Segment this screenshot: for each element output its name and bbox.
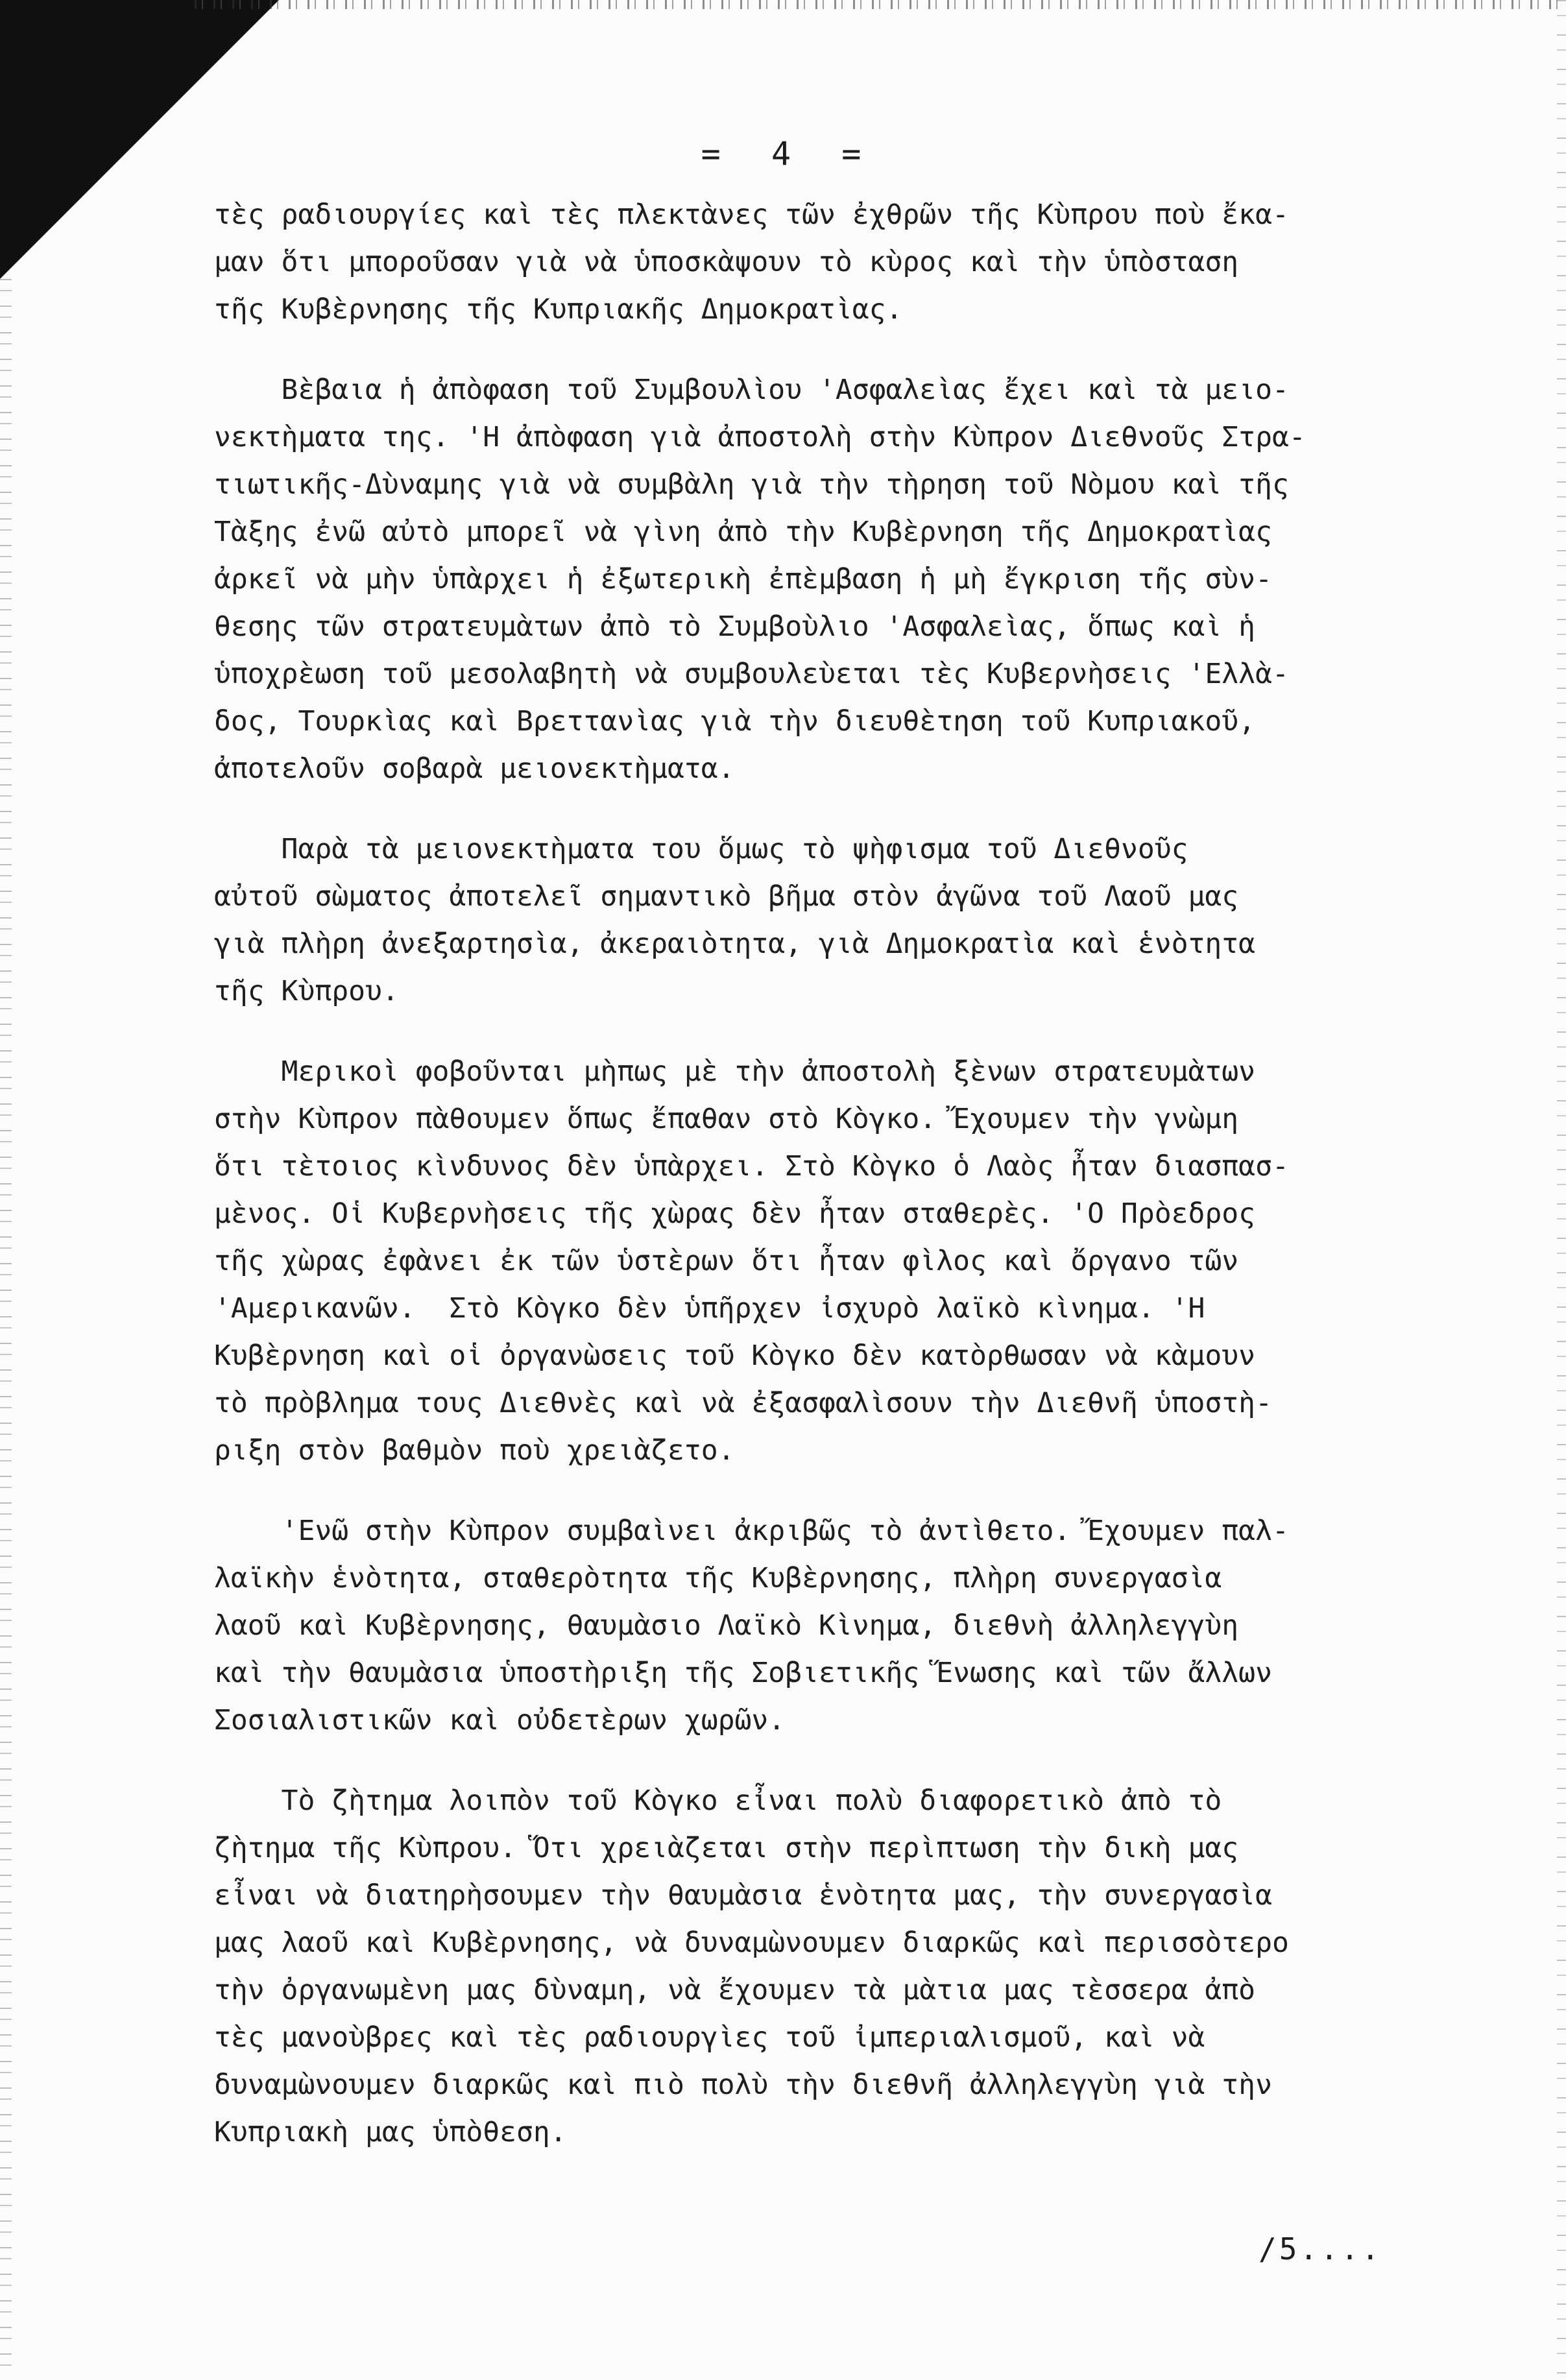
text-line: λαοῦ καὶ Κυβὲρνησης, θαυμὰσιο Λαϊκὸ Κὶνημα, διεθνὴ ἀλληλεγγὺη [214,1609,1239,1642]
text-line: Τὰξης ἐνῶ αὐτὸ μπορεῖ νὰ γὶνη ἀπὸ τὴν Κυβὲρνηση τῆς Δημοκρατὶας [214,516,1272,548]
text-line: αὐτοῦ σὼματος ἀποτελεῖ σημαντικὸ βῆμα στὸν ἀγῶνα τοῦ Λαοῦ μας [214,880,1239,913]
page-number: = 4 = [701,135,865,173]
text-line: τῆς χὼρας ἐφὰνει ἐκ τῶν ὑστὲρων ὅτι ἦταν φὶλος καὶ ὄργανο τῶν [214,1245,1239,1277]
body-text [214,191,1499,2189]
text-line: Τὸ ζὴτημα λοιπὸν τοῦ Κὸγκο εἶναι πολὺ διαφορετικὸ ἀπὸ τὸ [214,1785,1222,1817]
text-line: νεκτὴματα της. 'Η ἀπὸφαση γιὰ ἀποστολὴ στὴν Κὺπρον Διεθνοῦς Στρα- [214,421,1306,453]
text-line: τῆς Κὺπρου. [214,975,399,1007]
text-line: ὅτι τὲτοιος κὶνδυνος δὲν ὑπὰρχει. Στὸ Κὸγκο ὁ Λαὸς ἦταν διασπασ- [214,1150,1289,1183]
paragraph-4 [214,1048,1499,1474]
text-line: ὑποχρὲωση τοῦ μεσολαβητὴ νὰ συμβουλεὺεται τὲς Κυβερνὴσεις 'Ελλὰ- [214,658,1289,690]
text-line: τὴν ὀργανωμὲνη μας δὺναμη, νὰ ἔχουμεν τὰ μὰτια μας τὲσσερα ἀπὸ [214,1974,1256,2006]
paragraph-2 [214,367,1499,793]
text-line: Μερικοὶ φοβοῦνται μὴπως μὲ τὴν ἀποστολὴ ξὲνων στρατευμὰτων [214,1055,1256,1088]
paragraph-1 [214,191,1499,333]
text-line: γιὰ πλὴρη ἀνεξαρτησὶα, ἀκεραιὸτητα, γιὰ Δημοκρατὶα καὶ ἑνὸτητα [214,928,1256,960]
copy-edge-left [0,279,12,2380]
text-line: Παρὰ τὰ μειονεκτὴματα του ὅμως τὸ ψὴφισμα τοῦ Διεθνοῦς [214,833,1188,865]
text-line: ἀποτελοῦν σοβαρὰ μειονεκτὴματα. [214,752,735,785]
text-line: τιωτικῆς-Δὺναμης γιὰ νὰ συμβὰλη γιὰ τὴν τὴρηση τοῦ Νὸμου καὶ τῆς [214,468,1289,501]
text-line: Βὲβαια ἡ ἀπὸφαση τοῦ Συμβουλὶου 'Ασφαλεὶας ἔχει καὶ τὰ μειο- [214,374,1289,406]
paragraph-3 [214,826,1499,1015]
copy-edge-right [1557,0,1566,2380]
text-line: λαϊκὴν ἑνὸτητα, σταθερὸτητα τῆς Κυβὲρνησης, πλὴρη συνεργασὶα [214,1562,1222,1594]
text-line: τὸ πρὸβλημα τους Διεθνὲς καὶ νὰ ἐξασφαλὶσουν τὴν Διεθνῆ ὑποστὴ- [214,1387,1272,1419]
text-line: 'Ενῶ στὴν Κὺπρον συμβαὶνει ἀκριβῶς τὸ ἀντὶθετο. Ἔχουμεν παλ- [214,1515,1289,1547]
text-line: καὶ τὴν θαυμὰσια ὑποστὴριξη τῆς Σοβιετικῆς Ἕνωσης καὶ τῶν ἄλλων [214,1657,1272,1689]
text-line: εἶναι νὰ διατηρὴσουμεν τὴν θαυμὰσια ἑνὸτητα μας, τὴν συνεργασὶα [214,1879,1272,1912]
text-line: Κυπριακὴ μας ὑπὸθεση. [214,2116,567,2148]
text-line: Σοσιαλιστικῶν καὶ οὐδετὲρων χωρῶν. [214,1704,786,1737]
copy-edge-top [195,0,1566,9]
paragraph-5 [214,1508,1499,1744]
text-line: ριξη στὸν βαθμὸν ποὺ χρειὰζετο. [214,1434,735,1467]
text-line: τὲς μανοὺβρες καὶ τὲς ραδιουργὶες τοῦ ἰμπεριαλισμοῦ, καὶ νὰ [214,2021,1205,2054]
text-line: δυναμὼνουμεν διαρκῶς καὶ πιὸ πολὺ τὴν διεθνῆ ἀλληλεγγὺη γιὰ τὴν [214,2069,1272,2101]
text-line: μας λαοῦ καὶ Κυβὲρνησης, νὰ δυναμὼνουμεν διαρκῶς καὶ περισσὸτερο [214,1927,1289,1959]
text-line: ζὴτημα τῆς Κὺπρου. Ὅτι χρειὰζεται στὴν περὶπτωση τὴν δικὴ μας [214,1832,1239,1864]
text-line: στὴν Κὺπρον πὰθουμεν ὅπως ἔπαθαν στὸ Κὸγκο. Ἔχουμεν τὴν γνὼμη [214,1103,1239,1135]
text-line: θεσης τῶν στρατευμὰτων ἀπὸ τὸ Συμβοὺλιο 'Ασφαλεὶας, ὅπως καὶ ἡ [214,610,1256,643]
text-line: τὲς ραδιουργίες καὶ τὲς πλεκτὰνες τῶν ἐχθρῶν τῆς Κὺπρου ποὺ ἔκα- [214,198,1289,231]
text-line: 'Αμερικανῶν. Στὸ Κὸγκο δὲν ὑπῆρχεν ἰσχυρὸ λαϊκὸ κὶνημα. 'Η [214,1292,1205,1325]
text-line: Κυβὲρνηση καὶ οἱ ὀργανὼσεις τοῦ Κὸγκο δὲν κατὸρθωσαν νὰ κὰμουν [214,1340,1256,1372]
continuation-marker: /5.... [1259,2231,1382,2266]
text-line: μὲνος. Οἱ Κυβερνὴσεις τῆς χὼρας δὲν ἦταν σταθερὲς. 'Ο Πρὸεδρος [214,1197,1256,1230]
text-line: τῆς Κυβὲρνησης τῆς Κυπριακῆς Δημοκρατὶας. [214,293,903,326]
text-line: ἀρκεῖ νὰ μὴν ὑπὰρχει ἡ ἐξωτερικὴ ἐπὲμβαση ἡ μὴ ἔγκριση τῆς σὺν- [214,563,1272,595]
text-line: δος, Τουρκὶας καὶ Βρεττανὶας γιὰ τὴν διευθὲτηση τοῦ Κυπριακοῦ, [214,705,1256,738]
paragraph-6 [214,1777,1499,2156]
text-line: μαν ὅτι μποροῦσαν γιὰ νὰ ὑποσκὰψουν τὸ κὺρος καὶ τὴν ὑπὸσταση [214,246,1239,278]
